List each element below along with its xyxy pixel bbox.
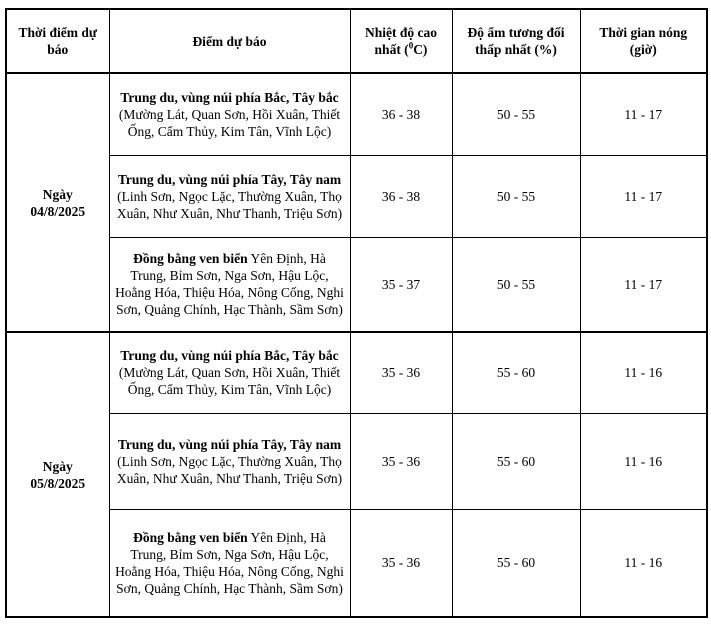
region-name: Trung du, vùng núi phía Bắc, Tây bắc <box>120 348 339 364</box>
region-name: Trung du, vùng núi phía Tây, Tây nam <box>117 171 342 187</box>
header-temp-unit: C) <box>413 42 428 57</box>
region-name: Trung du, vùng núi phía Tây, Tây nam <box>117 436 342 452</box>
date-cell <box>6 73 109 332</box>
temp-cell: 36 - 38 <box>350 155 452 237</box>
humidity-cell: 55 - 60 <box>452 413 580 509</box>
temp-cell: 35 - 37 <box>350 237 452 332</box>
table-row <box>6 73 707 155</box>
table-row <box>6 509 707 617</box>
temp-cell: 35 - 36 <box>350 509 452 617</box>
date-label: Ngày <box>42 458 73 474</box>
date-label: Ngày <box>42 186 73 202</box>
table-row <box>6 237 707 332</box>
header-forecast-location: Điểm dự báo <box>109 9 350 73</box>
humidity-cell: 50 - 55 <box>452 155 580 237</box>
hours-cell: 11 - 16 <box>580 413 707 509</box>
hours-cell: 11 - 16 <box>580 332 707 413</box>
region-name: Trung du, vùng núi phía Bắc, Tây bắc <box>120 89 339 105</box>
region-name: Đồng bằng ven biển <box>133 251 248 267</box>
date-value: 04/8/2025 <box>30 203 86 219</box>
temp-cell: 35 - 36 <box>350 332 452 413</box>
location-cell <box>109 73 350 155</box>
header-row <box>6 9 707 73</box>
header-forecast-time: Thời điểm dự báo <box>6 9 109 73</box>
location-cell <box>109 413 350 509</box>
date-value: 05/8/2025 <box>30 475 86 491</box>
temp-cell: 36 - 38 <box>350 73 452 155</box>
region-areas: (Linh Sơn, Ngọc Lặc, Thường Xuân, Thọ Xuân, Như Xuân, Như Thanh, Triệu Sơn) <box>116 453 343 486</box>
region-areas: Yên Định, Hà Trung, Bỉm Sơn, Nga Sơn, Hậu Lộc, Hoằng Hóa, Thiệu Hóa, Nông Cống, Nghi Sơn, Quảng Chính, Hạc Thành, Sầm Sơn) <box>115 529 344 596</box>
location-cell <box>109 332 350 413</box>
location-cell <box>109 237 350 332</box>
location-cell <box>109 155 350 237</box>
region-areas: (Mường Lát, Quan Sơn, Hồi Xuân, Thiết Ống, Cẩm Thủy, Kim Tân, Vĩnh Lộc) <box>118 106 341 139</box>
humidity-cell: 55 - 60 <box>452 509 580 617</box>
humidity-cell: 55 - 60 <box>452 332 580 413</box>
temp-cell: 35 - 36 <box>350 413 452 509</box>
hours-cell: 11 - 16 <box>580 509 707 617</box>
region-areas: (Mường Lát, Quan Sơn, Hồi Xuân, Thiết Ống, Cẩm Thủy, Kim Tân, Vĩnh Lộc) <box>118 365 341 398</box>
hours-cell: 11 - 17 <box>580 237 707 332</box>
location-cell <box>109 509 350 617</box>
table-row <box>6 155 707 237</box>
header-temp-text: Nhiệt độ cao nhất ( <box>365 25 437 57</box>
humidity-cell: 50 - 55 <box>452 73 580 155</box>
region-name: Đồng bằng ven biển <box>133 529 248 545</box>
table-row <box>6 332 707 413</box>
header-heat-duration: Thời gian nóng (giờ) <box>580 9 707 73</box>
header-temp-degree: 0 <box>408 40 414 51</box>
heat-forecast-table <box>5 8 708 618</box>
forecast-table-container <box>5 8 708 618</box>
region-areas: (Linh Sơn, Ngọc Lặc, Thường Xuân, Thọ Xuân, Như Xuân, Như Thanh, Triệu Sơn) <box>116 188 343 221</box>
hours-cell: 11 - 17 <box>580 73 707 155</box>
humidity-cell: 50 - 55 <box>452 237 580 332</box>
date-cell <box>6 332 109 617</box>
table-row <box>6 413 707 509</box>
header-max-temperature <box>350 9 452 73</box>
region-areas: Yên Định, Hà Trung, Bỉm Sơn, Nga Sơn, Hậu Lộc, Hoằng Hóa, Thiệu Hóa, Nông Cống, Nghi Sơn, Quảng Chính, Hạc Thành, Sầm Sơn) <box>115 251 344 318</box>
header-min-humidity: Độ ẩm tương đối thấp nhất (%) <box>452 9 580 73</box>
hours-cell: 11 - 17 <box>580 155 707 237</box>
